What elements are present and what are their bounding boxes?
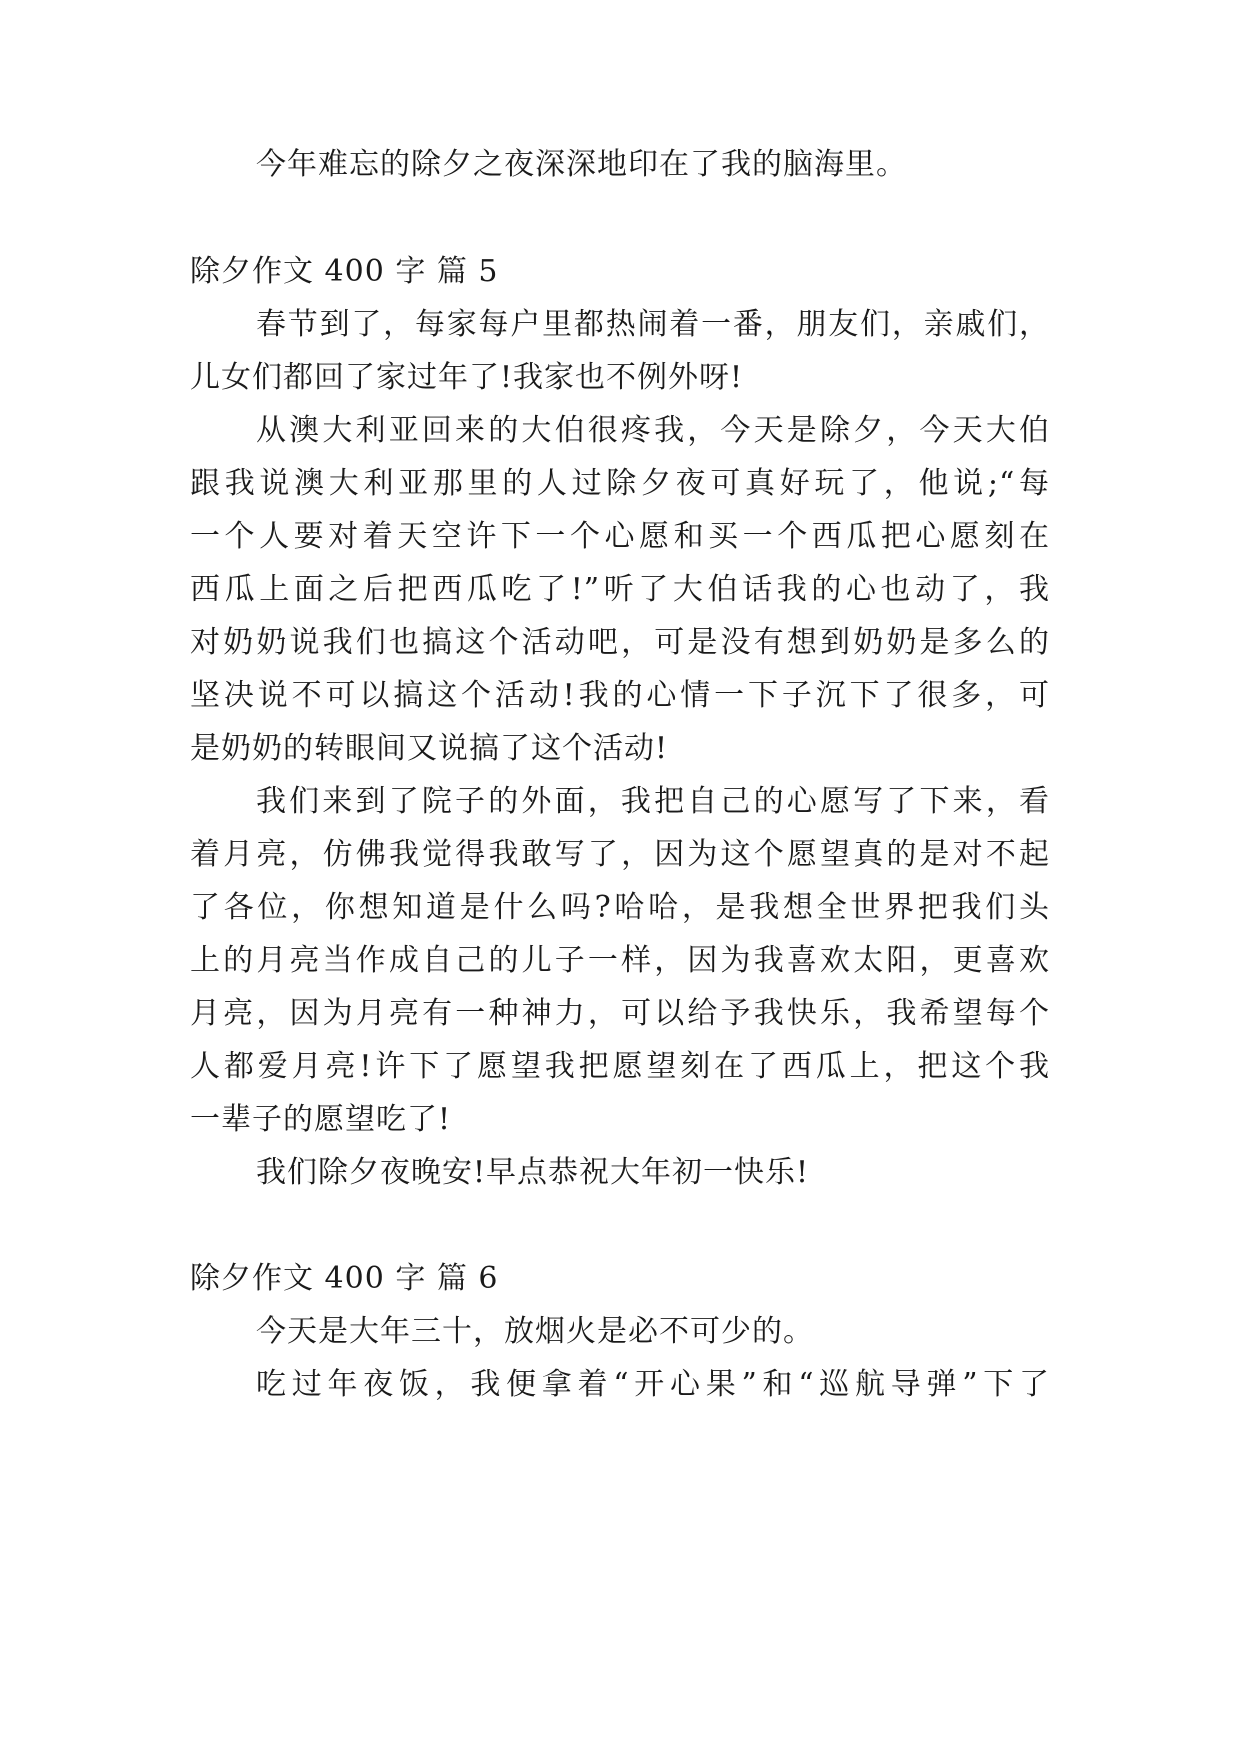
paragraph-line: 对奶奶说我们也搞这个活动吧，可是没有想到奶奶是多么的: [190, 625, 1050, 660]
paragraph-line: 吃过年夜饭，我便拿着“开心果”和“巡航导弹”下了: [256, 1367, 1050, 1402]
section-5-heading: 除夕作文 400 字 篇 5: [190, 254, 499, 289]
paragraph-line: 了各位，你想知道是什么吗?哈哈，是我想全世界把我们头: [190, 890, 1050, 925]
paragraph-line: 坚决说不可以搞这个活动!我的心情一下子沉下了很多，可: [190, 678, 1050, 713]
intro-closing-line: 今年难忘的除夕之夜深深地印在了我的脑海里。: [256, 147, 907, 182]
paragraph-line: 着月亮，仿佛我觉得我敢写了，因为这个愿望真的是对不起: [190, 837, 1050, 872]
paragraph-line: 春节到了，每家每户里都热闹着一番，朋友们，亲戚们，: [256, 307, 1050, 342]
paragraph-line: 我们来到了院子的外面，我把自己的心愿写了下来，看: [256, 784, 1050, 819]
paragraph-line: 跟我说澳大利亚那里的人过除夕夜可真好玩了，他说;“每: [190, 466, 1050, 501]
paragraph-line: 是奶奶的转眼间又说搞了这个活动!: [190, 731, 669, 766]
paragraph-line: 今天是大年三十，放烟火是必不可少的。: [256, 1314, 814, 1349]
section-6-heading: 除夕作文 400 字 篇 6: [190, 1261, 499, 1296]
paragraph-line: 一辈子的愿望吃了!: [190, 1102, 452, 1137]
paragraph-line: 一个人要对着天空许下一个心愿和买一个西瓜把心愿刻在: [190, 519, 1050, 554]
paragraph-line: 西瓜上面之后把西瓜吃了!”听了大伯话我的心也动了，我: [190, 572, 1050, 607]
paragraph-line: 上的月亮当作成自己的儿子一样，因为我喜欢太阳，更喜欢: [190, 943, 1050, 978]
paragraph-line: 人都爱月亮!许下了愿望我把愿望刻在了西瓜上，把这个我: [190, 1049, 1050, 1084]
paragraph-line: 儿女们都回了家过年了!我家也不例外呀!: [190, 360, 744, 395]
paragraph-line: 月亮，因为月亮有一种神力，可以给予我快乐，我希望每个: [190, 996, 1050, 1031]
paragraph-line: 从澳大利亚回来的大伯很疼我，今天是除夕，今天大伯: [256, 413, 1050, 448]
paragraph-line: 我们除夕夜晚安!早点恭祝大年初一快乐!: [256, 1155, 810, 1190]
